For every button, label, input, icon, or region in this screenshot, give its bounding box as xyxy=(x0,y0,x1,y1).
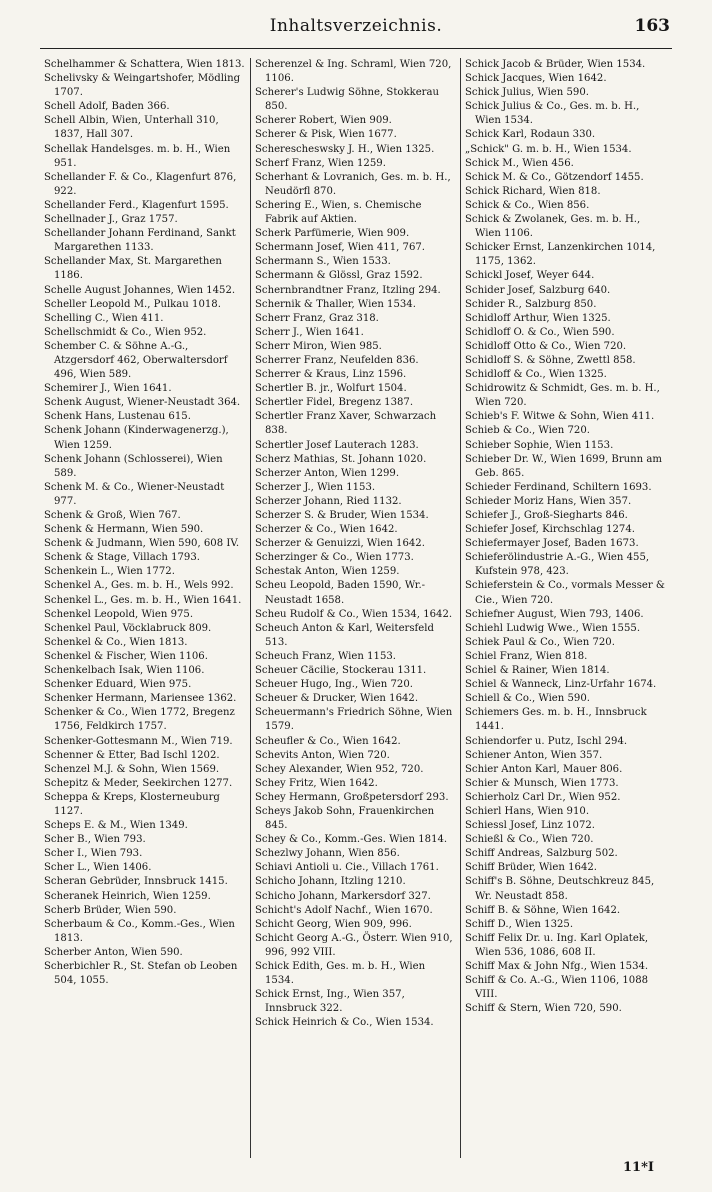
index-entry: Scheuer Hugo, Ing., Wien 720. xyxy=(255,679,413,691)
index-entry: Schicho Johann, Itzling 1210. xyxy=(255,876,406,888)
index-entry: Scherhant & Lovranich, Ges. m. b. H., Neudörfl 870. xyxy=(255,171,451,197)
index-entry: Schick Jacques, Wien 1642. xyxy=(465,73,607,85)
index-entry: Schermann & Glössl, Graz 1592. xyxy=(255,270,423,282)
index-entry: Schiefer Josef, Kirchschlag 1274. xyxy=(465,524,635,536)
index-entry: Schiefer J., Groß-Siegharts 846. xyxy=(465,510,628,521)
index-entry: Scheu Leopold, Baden 1590, Wr.-Neustadt 1658. xyxy=(255,580,426,606)
index-entry: Scherr Miron, Wien 985. xyxy=(255,340,382,352)
index-entry: Schemirer J., Wien 1641. xyxy=(44,383,172,395)
index-entry: Schidloff Otto & Co., Wien 720. xyxy=(465,340,627,352)
page-signature: 11*I xyxy=(623,1160,654,1175)
index-entry: Scherzer & Genuizzi, Wien 1642. xyxy=(255,538,425,550)
index-entry: Scherzer Johann, Ried 1132. xyxy=(255,495,402,507)
index-entry: Schell Albin, Wien, Unterhall 310, 1837, Hall 307. xyxy=(44,115,219,141)
index-entry: Schenkelbach Isak, Wien 1106. xyxy=(44,665,205,677)
index-entry: Schelle August Johannes, Wien 1452. xyxy=(44,284,236,296)
index-entry: Schicht's Adolf Nachf., Wien 1670. xyxy=(255,904,433,916)
index-entry: Schidloff O. & Co., Wien 590. xyxy=(465,326,615,338)
index-entry: Schertler Josef Lauterach 1283. xyxy=(255,439,419,451)
index-entry: Scherbaum & Co., Komm.-Ges., Wien 1813. xyxy=(44,918,235,944)
index-entry: Schidloff Arthur, Wien 1325. xyxy=(465,312,611,324)
page-header xyxy=(40,14,672,49)
index-entry: Scheu Rudolf & Co., Wien 1534, 1642. xyxy=(255,608,453,620)
index-entry: Scherb Brüder, Wien 590. xyxy=(44,904,177,916)
index-entry: Schenker & Co., Wien 1772, Bregenz 1756, Feldkirch 1757. xyxy=(44,707,235,733)
index-entry: Scherer's Ludwig Söhne, Stokkerau 850. xyxy=(255,87,440,113)
index-entry: Schicho Johann, Markersdorf 327. xyxy=(255,890,431,902)
index-entry: Scher L., Wien 1406. xyxy=(44,862,152,874)
page-number: 163 xyxy=(634,16,670,36)
index-entry: Schiemers Ges. m. b. H., Innsbruck 1441. xyxy=(465,707,647,733)
index-entry: Schelling C., Wien 411. xyxy=(44,312,164,324)
index-entry: Schelhammer & Schattera, Wien 1813. xyxy=(44,59,245,70)
index-entry: Scherzer Anton, Wien 1299. xyxy=(255,467,400,479)
index-entry: Schieder Moriz Hans, Wien 357. xyxy=(465,495,632,507)
index-entry: Schey & Co., Komm.-Ges. Wien 1814. xyxy=(255,834,448,846)
index-entry: Schicht Georg A.-G., Österr. Wien 910, 996, 992 VIII. xyxy=(255,932,453,958)
index-entry: Scheuer Cäcilie, Stockerau 1311. xyxy=(255,665,427,677)
index-entry: Schiff & Co. A.-G., Wien 1106, 1088 VIII. xyxy=(465,975,649,1001)
index-entry: Schick M. & Co., Götzendorf 1455. xyxy=(465,171,644,183)
index-entry: Scherf Franz, Wien 1259. xyxy=(255,157,386,169)
index-entry: Schestak Anton, Wien 1259. xyxy=(255,566,400,578)
index-entry: Schiff B. & Söhne, Wien 1642. xyxy=(465,904,621,916)
index-entry: Schertler B. jr., Wolfurt 1504. xyxy=(255,383,407,395)
index-entry: Schieder Ferdinand, Schiltern 1693. xyxy=(465,481,652,493)
index-column-1 xyxy=(40,58,250,1158)
index-entry: Schenzel M.J. & Sohn, Wien 1569. xyxy=(44,763,220,775)
index-entry: Schiff D., Wien 1325. xyxy=(465,918,574,930)
index-entry: Schider Josef, Salzburg 640. xyxy=(465,284,611,296)
index-entry: Schier & Munsch, Wien 1773. xyxy=(465,777,619,789)
index-entry: Scheuermann's Friedrich Söhne, Wien 1579. xyxy=(255,707,453,733)
index-entry: Schiff & Stern, Wien 720, 590. xyxy=(465,1003,622,1015)
index-entry: Scherer Robert, Wien 909. xyxy=(255,115,392,127)
index-columns xyxy=(40,58,672,1158)
index-entry: Schellschmidt & Co., Wien 952. xyxy=(44,326,207,338)
index-entry: Schellander Johann Ferdinand, Sankt Margarethen 1133. xyxy=(44,228,236,254)
index-entry: Scher B., Wien 793. xyxy=(44,834,146,846)
index-entry: Scherr Franz, Graz 318. xyxy=(255,312,379,324)
index-entry: Schenkel Paul, Vöcklabruck 809. xyxy=(44,622,212,634)
index-entry: Schieb & Co., Wien 720. xyxy=(465,425,590,437)
index-entry: Schiessl Josef, Linz 1072. xyxy=(465,820,595,832)
index-entry: Schick Ernst, Ing., Wien 357, Innsbruck 322. xyxy=(255,989,405,1015)
index-entry: Schiefner August, Wien 793, 1406. xyxy=(465,608,644,620)
index-entry: Schidloff S. & Söhne, Zwettl 858. xyxy=(465,354,636,366)
index-entry: Scherr J., Wien 1641. xyxy=(255,326,364,338)
index-entry: Schenker Eduard, Wien 975. xyxy=(44,679,192,691)
index-entry: Schieb's F. Witwe & Sohn, Wien 411. xyxy=(465,411,655,423)
index-entry: Schierholz Carl Dr., Wien 952. xyxy=(465,791,621,803)
index-entry: Scherbichler R., St. Stefan ob Leoben 504, 1055. xyxy=(44,961,238,987)
index-entry: Schenkein L., Wien 1772. xyxy=(44,566,175,578)
index-entry: Schember C. & Söhne A.-G., Atzgersdorf 462, Oberwaltersdorf 496, Wien 589. xyxy=(44,340,228,381)
index-entry: Schenner & Etter, Bad Ischl 1202. xyxy=(44,749,220,761)
index-entry: Scherk Parfümerie, Wien 909. xyxy=(255,228,410,240)
index-entry: Schering E., Wien, s. Chemische Fabrik auf Aktien. xyxy=(255,199,422,226)
index-entry: Schelivsky & Weingartshofer, Mödling 1707. xyxy=(44,73,241,99)
index-entry: Schidloff & Co., Wien 1325. xyxy=(465,369,607,381)
index-entry: Schiefermayer Josef, Baden 1673. xyxy=(465,538,639,550)
index-entry: Schepitz & Meder, Seekirchen 1277. xyxy=(44,777,233,789)
index-entry: Schevits Anton, Wien 720. xyxy=(255,749,390,761)
index-entry: Schick Heinrich & Co., Wien 1534. xyxy=(255,1017,434,1029)
index-entry: Schellander Max, St. Margarethen 1186. xyxy=(44,256,222,282)
index-entry: Schenk Hans, Lustenau 615. xyxy=(44,411,191,423)
index-entry: Schell Adolf, Baden 366. xyxy=(44,101,170,113)
index-entry: Schiff Max & John Nfg., Wien 1534. xyxy=(465,961,649,972)
index-entry: Scherber Anton, Wien 590. xyxy=(44,946,183,958)
index-entry: Schick Edith, Ges. m. b. H., Wien 1534. xyxy=(255,961,426,987)
index-entry: Schenkel L., Ges. m. b. H., Wien 1641. xyxy=(44,594,242,606)
index-entry: Scherzer S. & Bruder, Wien 1534. xyxy=(255,510,429,521)
index-entry: Schieferölindustrie A.-G., Wien 455, Kufstein 978, 423. xyxy=(465,552,650,578)
index-entry: Schierl Hans, Wien 910. xyxy=(465,805,590,817)
index-entry: „Schick" G. m. b. H., Wien 1534. xyxy=(465,143,632,155)
index-entry: Scherrer Franz, Neufelden 836. xyxy=(255,354,419,366)
page-title: Inhaltsverzeichnis. xyxy=(269,16,443,36)
index-entry: Scherrer & Kraus, Linz 1596. xyxy=(255,369,407,381)
index-entry: Schiener Anton, Wien 357. xyxy=(465,749,603,761)
index-entry: Schicht Georg, Wien 909, 996. xyxy=(255,918,412,930)
index-entry: Schick & Co., Wien 856. xyxy=(465,199,590,211)
index-entry: Schellander F. & Co., Klagenfurt 876, 922. xyxy=(44,171,237,197)
index-entry: Schermann Josef, Wien 411, 767. xyxy=(255,242,426,254)
index-column-3 xyxy=(460,58,670,1158)
index-entry: Schick Julius, Wien 590. xyxy=(465,87,589,99)
index-entry: Schiff Brüder, Wien 1642. xyxy=(465,862,597,874)
index-entry: Schießl & Co., Wien 720. xyxy=(465,834,594,846)
index-entry: Schiendorfer u. Putz, Ischl 294. xyxy=(465,735,628,747)
index-entry: Schenk & Hermann, Wien 590. xyxy=(44,524,204,536)
index-entry: Scheuch Franz, Wien 1153. xyxy=(255,650,396,662)
index-entry: Schellnader J., Graz 1757. xyxy=(44,214,178,226)
index-entry: Schenk & Judmann, Wien 590, 608 IV. xyxy=(44,538,240,550)
index-entry: Schiavi Antioli u. Cie., Villach 1761. xyxy=(255,862,439,874)
index-entry: Schiel Franz, Wien 818. xyxy=(465,650,588,662)
index-entry: Schenk M. & Co., Wiener-Neustadt 977. xyxy=(44,481,225,507)
index-entry: Schenk August, Wiener-Neustadt 364. xyxy=(44,397,241,409)
index-entry: Scherz Mathias, St. Johann 1020. xyxy=(255,453,427,465)
index-entry: Schiell & Co., Wien 590. xyxy=(465,693,590,705)
index-entry: Schertler Fidel, Bregenz 1387. xyxy=(255,397,414,409)
index-entry: Schidrowitz & Schmidt, Ges. m. b. H., Wien 720. xyxy=(465,383,660,409)
index-entry: Schick Julius & Co., Ges. m. b. H., Wien 1534. xyxy=(465,101,640,127)
index-entry: Schieferstein & Co., vormals Messer & Cie., Wien 720. xyxy=(465,580,665,606)
index-entry: Scheran Gebrüder, Innsbruck 1415. xyxy=(44,876,228,888)
index-entry: Schey Fritz, Wien 1642. xyxy=(255,777,378,789)
index-entry: Schider R., Salzburg 850. xyxy=(465,298,597,310)
index-entry: Schenkel & Fischer, Wien 1106. xyxy=(44,650,208,662)
index-entry: Schiel & Rainer, Wien 1814. xyxy=(465,665,610,677)
index-entry: Schick M., Wien 456. xyxy=(465,157,574,169)
index-entry: Schernik & Thaller, Wien 1534. xyxy=(255,298,416,310)
index-entry: Schey Hermann, Großpetersdorf 293. xyxy=(255,791,449,803)
index-entry: Schicker Ernst, Lanzenkirchen 1014, 1175, 1362. xyxy=(465,242,656,268)
index-column-2 xyxy=(250,58,460,1158)
index-entry: Schiff's B. Söhne, Deutschkreuz 845, Wr. Neustadt 858. xyxy=(465,876,655,902)
index-entry: Schenk Johann (Kinderwagenerzg.), Wien 1259. xyxy=(44,425,229,451)
index-entry: Schertler Franz Xaver, Schwarzach 838. xyxy=(255,411,437,437)
index-entry: Schenkel & Co., Wien 1813. xyxy=(44,636,188,648)
index-entry: Schiek Paul & Co., Wien 720. xyxy=(465,636,615,648)
index-entry: Schick Jacob & Brüder, Wien 1534. xyxy=(465,59,646,70)
index-entry: Schenk Johann (Schlosserei), Wien 589. xyxy=(44,453,223,479)
index-entry: Schellander Ferd., Klagenfurt 1595. xyxy=(44,199,229,211)
index-entry: Schenker Hermann, Mariensee 1362. xyxy=(44,693,237,705)
index-entry: Scherescheswsky J. H., Wien 1325. xyxy=(255,143,435,155)
index-entry: Schier Anton Karl, Mauer 806. xyxy=(465,763,623,775)
index-entry: Scherenzel & Ing. Schraml, Wien 720, 1106. xyxy=(255,59,452,85)
index-entry: Schezlwy Johann, Wien 856. xyxy=(255,848,400,860)
index-entry: Scherzer & Co., Wien 1642. xyxy=(255,524,398,536)
index-entry: Schellak Handelsges. m. b. H., Wien 951. xyxy=(44,143,231,169)
index-entry: Scheps E. & M., Wien 1349. xyxy=(44,820,188,832)
index-entry: Schiff Andreas, Salzburg 502. xyxy=(465,848,618,860)
index-entry: Scheller Leopold M., Pulkau 1018. xyxy=(44,298,221,310)
index-entry: Schiehl Ludwig Wwe., Wien 1555. xyxy=(465,622,641,634)
index-entry: Scherzer J., Wien 1153. xyxy=(255,481,376,493)
index-entry: Schenk & Stage, Villach 1793. xyxy=(44,552,200,564)
index-entry: Schick & Zwolanek, Ges. m. b. H., Wien 1106. xyxy=(465,214,641,240)
index-entry: Schenkel A., Ges. m. b. H., Wels 992. xyxy=(44,580,234,592)
index-entry: Schieber Sophie, Wien 1153. xyxy=(465,439,614,451)
index-entry: Schiff Felix Dr. u. Ing. Karl Oplatek, Wien 536, 1086, 608 II. xyxy=(465,932,649,958)
index-entry: Scherer & Pisk, Wien 1677. xyxy=(255,129,397,141)
index-entry: Scherzinger & Co., Wien 1773. xyxy=(255,552,414,564)
index-entry: Schick Karl, Rodaun 330. xyxy=(465,129,596,141)
index-entry: Schickl Josef, Weyer 644. xyxy=(465,270,595,282)
index-entry: Schick Richard, Wien 818. xyxy=(465,185,601,197)
index-entry: Schieber Dr. W., Wien 1699, Brunn am Geb. 865. xyxy=(465,453,662,479)
index-entry: Schenkel Leopold, Wien 975. xyxy=(44,608,194,620)
index-entry: Scheys Jakob Sohn, Frauenkirchen 845. xyxy=(255,805,435,832)
index-entry: Schenker-Gottesmann M., Wien 719. xyxy=(44,735,233,747)
index-entry: Schermann S., Wien 1533. xyxy=(255,256,391,268)
index-entry: Schenk & Groß, Wien 767. xyxy=(44,510,181,521)
index-entry: Scheppa & Kreps, Klosterneuburg 1127. xyxy=(44,791,220,817)
index-entry: Schernbrandtner Franz, Itzling 294. xyxy=(255,284,441,296)
index-entry: Schiel & Wanneck, Linz-Urfahr 1674. xyxy=(465,679,657,691)
index-entry: Scheuer & Drucker, Wien 1642. xyxy=(255,693,419,705)
index-entry: Scher I., Wien 793. xyxy=(44,848,143,860)
index-entry: Schey Alexander, Wien 952, 720. xyxy=(255,763,424,775)
index-entry: Scheranek Heinrich, Wien 1259. xyxy=(44,890,211,902)
index-entry: Scheufler & Co., Wien 1642. xyxy=(255,735,401,747)
index-entry: Scheuch Anton & Karl, Weitersfeld 513. xyxy=(255,622,434,648)
